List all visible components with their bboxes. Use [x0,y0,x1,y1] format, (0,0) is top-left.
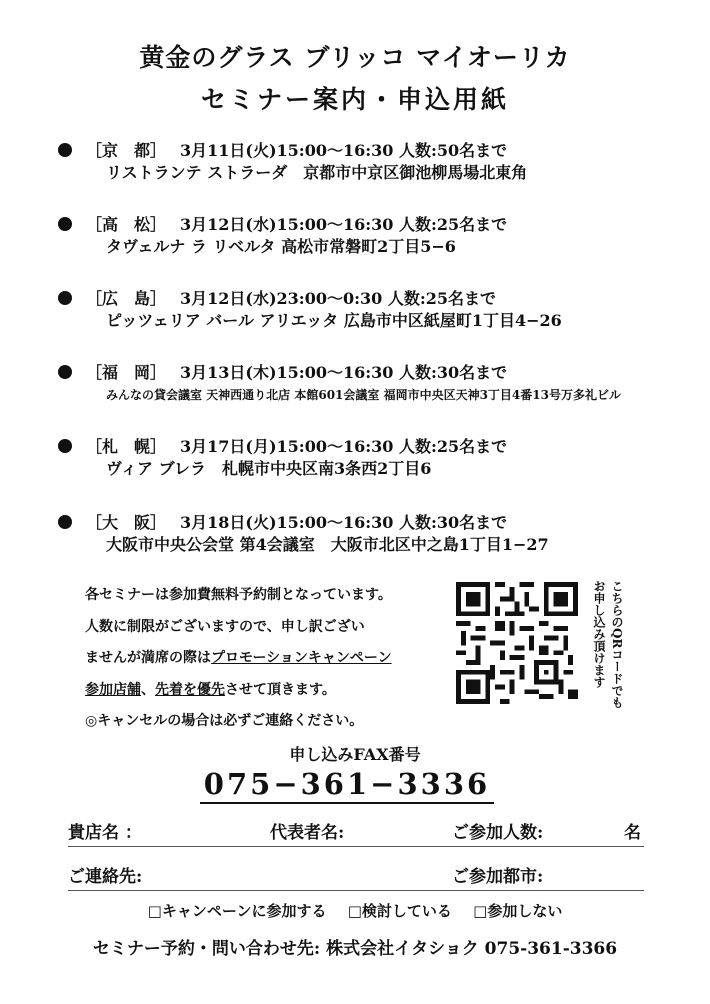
seminar-venue: ヴィア ブレラ 札幌市中央区南3条西2丁目6 [106,459,432,478]
seminar-venue: ピッツェリア バール アリエッタ 広島市中区紙屋町1丁目4−26 [106,311,562,330]
seminar-datetime: 3月12日(水)15:00～16:30 [180,215,394,234]
note-text: させて頂きます。 [225,681,336,698]
seminar-datetime: 3月12日(水)23:00～0:30 [180,289,383,308]
seminar-venue: タヴェルナ ラ リベルタ 高松市常磐町2丁目5−6 [106,237,456,256]
form-row-contact [68,856,644,891]
contact-field[interactable]: ご連絡先: [68,867,143,887]
seminar-city: ［京 都］ [86,141,167,160]
seminar-datetime: 3月18日(火)15:00～16:30 [180,513,394,532]
seminar-item [58,512,698,556]
note-text: 、 [141,681,155,698]
bullet-icon [58,217,72,231]
attendees-unit: 名 [624,823,641,843]
note-underlined: 先着を優先 [155,681,225,698]
bullet-icon [58,143,72,157]
seminar-capacity: 人数:25名まで [399,215,508,234]
option-join-campaign-checkbox[interactable]: □キャンペーンに参加する [147,902,327,920]
seminar-capacity: 人数:50名まで [399,141,508,160]
note-line: ◎キャンセルの場合は必ずご連絡ください。 [85,713,364,729]
seminar-city: ［大 阪］ [86,513,167,532]
seminar-capacity: 人数:25名まで [399,437,508,456]
option-considering-checkbox[interactable]: □検討している [347,902,452,920]
seminar-capacity: 人数:25名まで [387,289,497,308]
seminar-datetime: 3月11日(火)15:00～16:30 [180,141,394,160]
participation-options [0,900,710,921]
seminar-city: ［高 松］ [86,215,167,234]
bullet-icon [58,365,72,379]
representative-field[interactable]: 代表者名: [270,823,345,843]
seminar-city: ［広 島］ [86,289,167,308]
bullet-icon [58,291,72,305]
seminar-item [58,214,698,258]
seminar-venue: みんなの貸会議室 天神西通り北店 本館601会議室 福岡市中央区天神3丁目4番13号万多礼ビル [106,388,621,402]
contact-line: セミナー予約・問い合わせ先: 株式会社イタショク 075-361-3366 [92,939,618,959]
seminar-item [58,140,698,184]
seminar-capacity: 人数:30名まで [399,363,508,382]
seminar-city: ［福 岡］ [86,363,167,382]
title-line-2: セミナー案内・申込用紙 [200,85,509,114]
note-underlined: プロモーションキャンペーン [211,650,392,666]
shop-name-field[interactable]: 貴店名 ： [68,823,142,843]
seminar-city: ［札 幌］ [86,437,167,456]
note-text: ませんが満席の際は [85,650,211,666]
qr-code-icon[interactable] [456,582,578,704]
seminar-venue: 大阪市中央公会堂 第4会議室 大阪市北区中之島1丁目1−27 [106,535,549,554]
seminar-capacity: 人数:30名まで [399,513,508,532]
seminar-item [58,436,698,480]
qr-caption: こちらのQRコードでもお申し込み頂けます [592,580,624,709]
note-underlined: 参加店舗 [85,681,141,698]
option-not-join-checkbox[interactable]: □参加しない [473,902,563,920]
seminar-item [58,288,698,332]
fax-number: 075−361−3336 [200,766,494,804]
notes-block [85,580,430,738]
seminar-datetime: 3月13日(木)15:00～16:30 [180,363,394,382]
seminar-item [58,362,698,406]
attendees-field[interactable]: ご参加人数: [452,823,544,843]
note-line: 人数に制限がございますので、申し訳ござい [85,618,365,635]
seminar-datetime: 3月17日(月)15:00～16:30 [180,437,394,456]
bullet-icon [58,515,72,529]
city-field[interactable]: ご参加都市: [452,867,544,887]
seminar-venue: リストランテ ストラーダ 京都市中京区御池柳馬場北東角 [106,163,528,182]
bullet-icon [58,439,72,453]
note-line: 各セミナーは参加費無料予約制となっています。 [85,587,392,603]
fax-label: 申し込みFAX番号 [289,745,421,764]
form-row-shop [68,812,644,847]
title-line-1: 黄金のグラス ブリッコ マイオーリカ [139,43,571,72]
